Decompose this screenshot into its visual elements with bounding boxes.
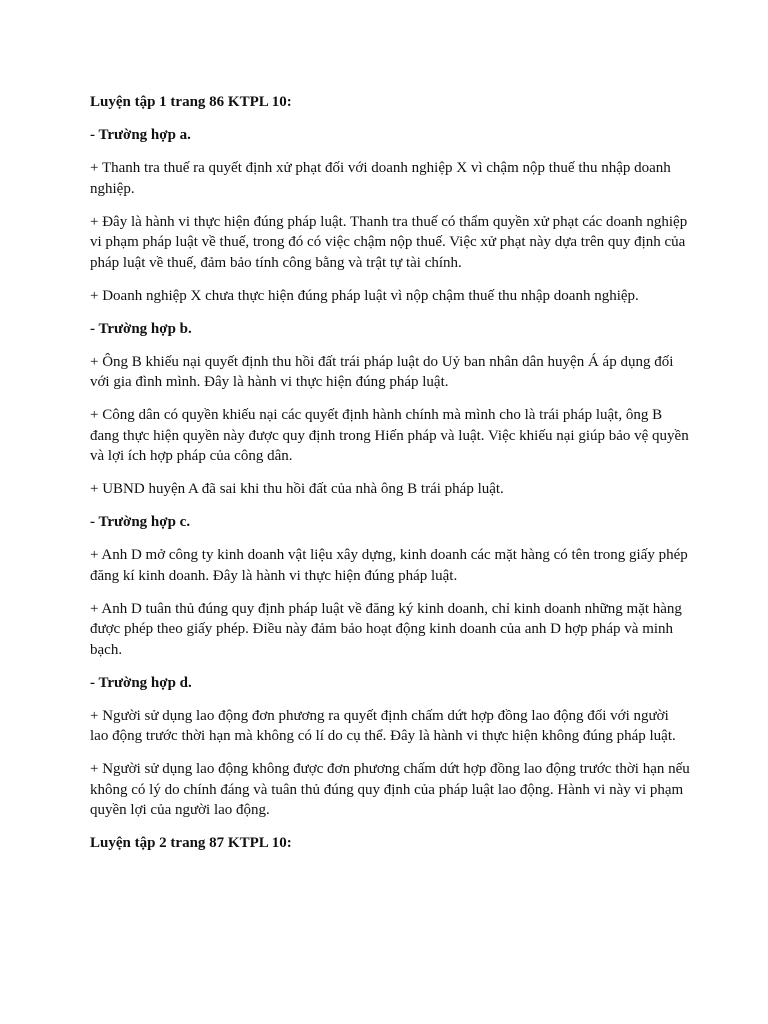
document-body	[90, 92, 690, 866]
section-heading: Luyện tập 1 trang 86 KTPL 10:	[90, 94, 292, 110]
case-heading: - Trường hợp a.	[90, 127, 191, 143]
paragraph: + Người sử dụng lao động không được đơn phương chấm dứt hợp đồng lao động trước thời hạn nếu không có lý do chính đáng và tuân thủ đúng quy định của pháp luật lao động. Hành vi này vi phạm quyền lợi của người lao động.	[90, 761, 690, 818]
paragraph: + Anh D mở công ty kinh doanh vật liệu xây dựng, kinh doanh các mặt hàng có tên trong giấy phép đăng kí kinh doanh. Đây là hành vi thực hiện đúng pháp luật.	[90, 547, 688, 584]
case-heading: - Trường hợp c.	[90, 514, 191, 530]
paragraph: + Đây là hành vi thực hiện đúng pháp luật. Thanh tra thuế có thẩm quyền xử phạt các doanh nghiệp vi phạm pháp luật về thuế, trong đó có việc chậm nộp thuế. Việc xử phạt này dựa trên quy định của pháp luật về thuế, đảm bảo tính công bằng và trật tự tài chính.	[90, 213, 688, 271]
paragraph: + Thanh tra thuế ra quyết định xử phạt đối với doanh nghiệp X vì chậm nộp thuế thu nhập doanh nghiệp.	[90, 160, 671, 197]
paragraph: + UBND huyện A đã sai khi thu hồi đất của nhà ông B trái pháp luật.	[90, 481, 504, 497]
paragraph: + Công dân có quyền khiếu nại các quyết định hành chính mà mình cho là trái pháp luật, ông B đang thực hiện quyền này được quy định trong Hiến pháp và luật. Việc khiếu nại giúp bảo vệ quyền và lợi ích hợp pháp của công dân.	[90, 407, 689, 464]
paragraph: + Ông B khiếu nại quyết định thu hồi đất trái pháp luật do Uỷ ban nhân dân huyện Á áp dụng đối với gia đình mình. Đây là hành vi thực hiện đúng pháp luật.	[90, 353, 674, 390]
paragraph: + Người sử dụng lao động đơn phương ra quyết định chấm dứt hợp đồng lao động đối với người lao động trước thời hạn mà không có lí do cụ thể. Đây là hành vi thực hiện không đúng pháp luật.	[90, 707, 676, 744]
case-heading: - Trường hợp d.	[90, 674, 192, 691]
section-heading: Luyện tập 2 trang 87 KTPL 10:	[90, 835, 292, 851]
paragraph: + Doanh nghiệp X chưa thực hiện đúng pháp luật vì nộp chậm thuế thu nhập doanh nghiệp.	[90, 287, 639, 304]
case-heading: - Trường hợp b.	[90, 320, 192, 337]
paragraph: + Anh D tuân thủ đúng quy định pháp luật về đăng ký kinh doanh, chỉ kinh doanh những mặt hàng được phép theo giấy phép. Điều này đảm bảo hoạt động kinh doanh của anh D hợp pháp và minh bạch.	[90, 600, 682, 658]
